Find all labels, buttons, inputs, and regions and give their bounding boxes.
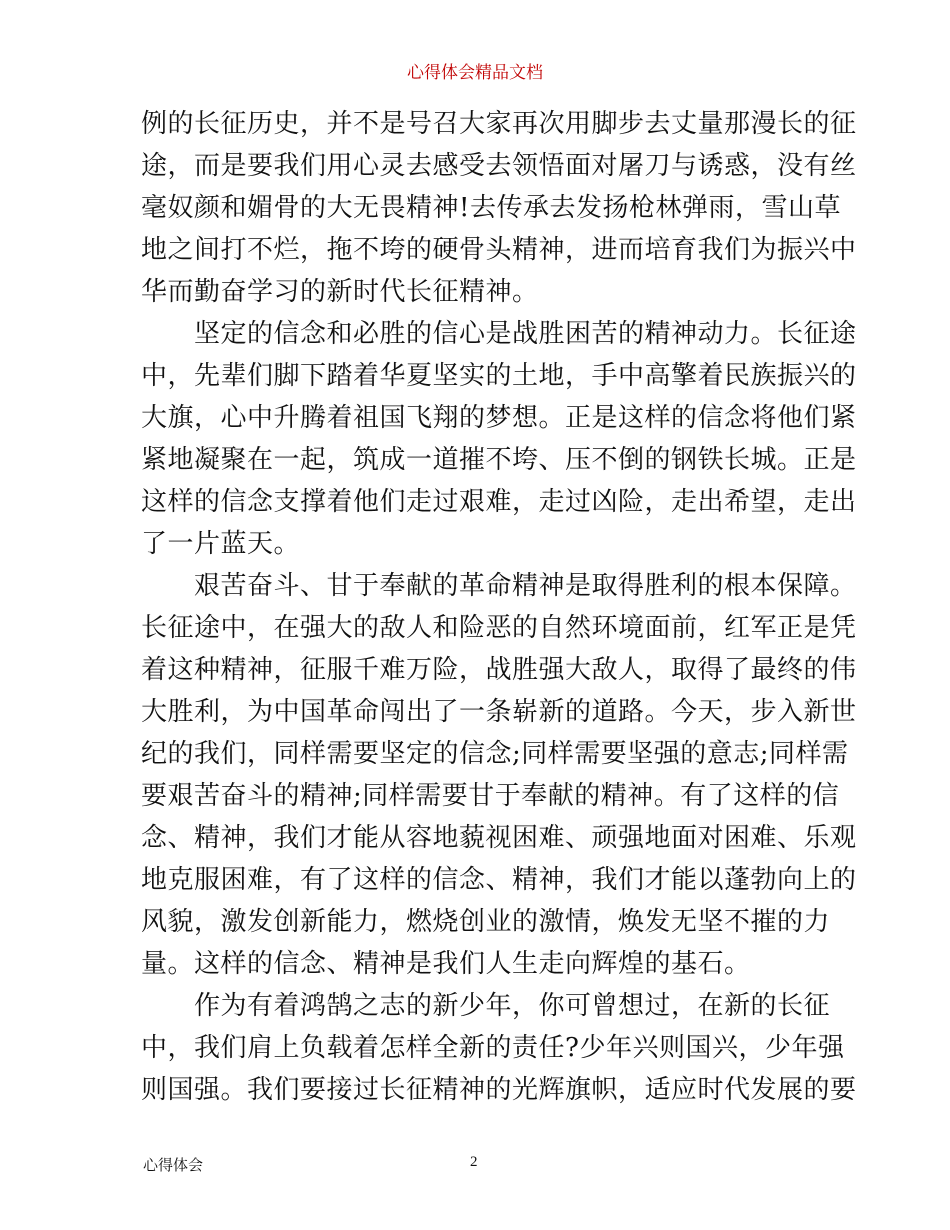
- text-line: 地克服困难，有了这样的信念、精神，我们才能以蓬勃向上的: [141, 865, 857, 895]
- text-line: 着这种精神，征服千难万险，战胜强大敌人，取得了最终的伟: [141, 655, 857, 685]
- text-line: 这样的信念支撑着他们走过艰难，走过凶险，走出希望，走出: [141, 487, 857, 517]
- text-line: 作为有着鸿鹄之志的新少年，你可曾想过，在新的长征: [141, 991, 831, 1021]
- text-line: 风貌，激发创新能力，燃烧创业的激情，焕发无坚不摧的力: [141, 907, 831, 937]
- text-line: 坚定的信念和必胜的信心是战胜困苦的精神动力。长征途: [141, 319, 857, 349]
- text-line: 艰苦奋斗、甘于奉献的革命精神是取得胜利的根本保障。: [141, 571, 857, 601]
- text-line: 要艰苦奋斗的精神;同样需要甘于奉献的精神。有了这样的信: [141, 781, 840, 811]
- text-line: 纪的我们，同样需要坚定的信念;同样需要坚强的意志;同样需: [141, 739, 849, 769]
- text-line: 毫奴颜和媚骨的大无畏精神!去传承去发扬枪林弹雨，雪山草: [141, 193, 841, 223]
- text-line: 例的长征历史，并不是号召大家再次用脚步去丈量那漫长的征: [141, 109, 857, 139]
- text-line: 长征途中，在强大的敌人和险恶的自然环境面前，红军正是凭: [141, 613, 857, 643]
- text-line: 中，先辈们脚下踏着华夏坚实的土地，手中高擎着民族振兴的: [141, 361, 857, 391]
- text-line: 紧地凝聚在一起，筑成一道摧不垮、压不倒的钢铁长城。正是: [141, 445, 857, 475]
- text-line: 地之间打不烂，拖不垮的硬骨头精神，进而培育我们为振兴中: [141, 235, 857, 265]
- page-header-title: 心得体会精品文档: [407, 63, 543, 83]
- text-line: 华而勤奋学习的新时代长征精神。: [141, 277, 539, 307]
- text-line: 量。这样的信念、精神是我们人生走向辉煌的基石。: [141, 949, 751, 979]
- text-line: 大旗，心中升腾着祖国飞翔的梦想。正是这样的信念将他们紧: [141, 403, 857, 433]
- text-line: 念、精神，我们才能从容地藐视困难、顽强地面对困难、乐观: [141, 823, 857, 853]
- text-line: 途，而是要我们用心灵去感受去领悟面对屠刀与诱惑，没有丝: [141, 151, 857, 181]
- footer-label: 心得体会: [143, 1156, 204, 1174]
- document-body: [141, 103, 857, 1111]
- text-line: 了一片蓝天。: [141, 529, 301, 559]
- page-number: 2: [470, 1154, 478, 1170]
- text-line: 中，我们肩上负载着怎样全新的责任?少年兴则国兴，少年强: [141, 1033, 845, 1063]
- text-line: 则国强。我们要接过长征精神的光辉旗帜，适应时代发展的要: [141, 1075, 857, 1105]
- text-line: 大胜利，为中国革命闯出了一条崭新的道路。今天，步入新世: [141, 697, 857, 727]
